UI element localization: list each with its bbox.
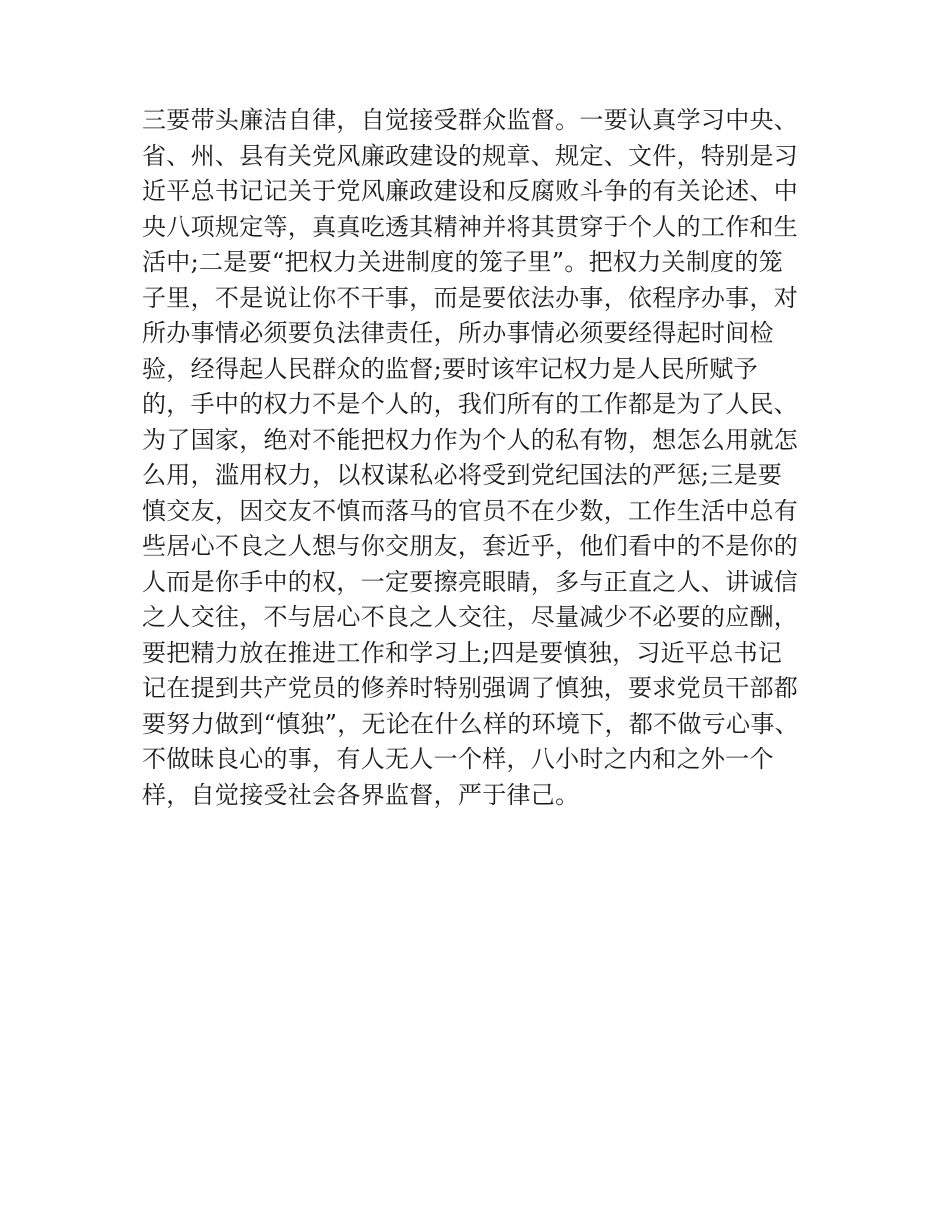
- text-line: 央八项规定等，真真吃透其精神并将其贯穿于个人的工作和生: [142, 212, 799, 241]
- text-line: 要努力做到“慎独”，无论在什么样的环境下，都不做亏心事、: [142, 709, 799, 738]
- text-line: 的，手中的权力不是个人的，我们所有的工作都是为了人民、: [142, 390, 799, 418]
- text-line: 省、州、县有关党风廉政建设的规章、规定、文件，特别是习: [142, 141, 799, 170]
- text-line: 记在提到共产党员的修养时特别强调了慎独，要求党员干部都: [142, 674, 799, 702]
- text-line: 验，经得起人民群众的监督;要时该牢记权力是人民所赋予: [142, 354, 758, 383]
- text-line: 不做昧良心的事，有人无人一个样，八小时之内和之外一个: [142, 745, 774, 773]
- body-paragraph: [142, 103, 822, 813]
- text-line: 么用，滥用权力，以权谋私必将受到党纪国法的严惩;三是要: [142, 461, 783, 489]
- text-line: 活中;二是要“把权力关进制度的笼子里”。把权力关制度的笼: [142, 248, 784, 276]
- text-line: 三要带头廉洁自律，自觉接受群众监督。一要认真学习中央、: [142, 106, 799, 134]
- text-line: 要把精力放在推进工作和学习上;四是要慎独，习近平总书记: [142, 638, 783, 667]
- text-line: 子里，不是说让你不干事，而是要依法办事，依程序办事，对: [142, 283, 799, 312]
- text-line: 慎交友，因交友不慎而落马的官员不在少数，工作生活中总有: [142, 496, 799, 525]
- text-line: 为了国家，绝对不能把权力作为个人的私有物，想怎么用就怎: [142, 425, 799, 454]
- text-line: 之人交往，不与居心不良之人交往，尽量减少不必要的应酬，: [142, 603, 799, 631]
- text-line: 人而是你手中的权，一定要擦亮眼睛，多与正直之人、讲诚信: [142, 567, 799, 596]
- text-line: 所办事情必须要负法律责任，所办事情必须要经得起时间检: [142, 319, 774, 347]
- text-line: 近平总书记记关于党风廉政建设和反腐败斗争的有关论述、中: [142, 177, 799, 205]
- text-line: 些居心不良之人想与你交朋友，套近乎，他们看中的不是你的: [142, 532, 799, 560]
- text-line: 样，自觉接受社会各界监督，严于律己。: [142, 780, 580, 809]
